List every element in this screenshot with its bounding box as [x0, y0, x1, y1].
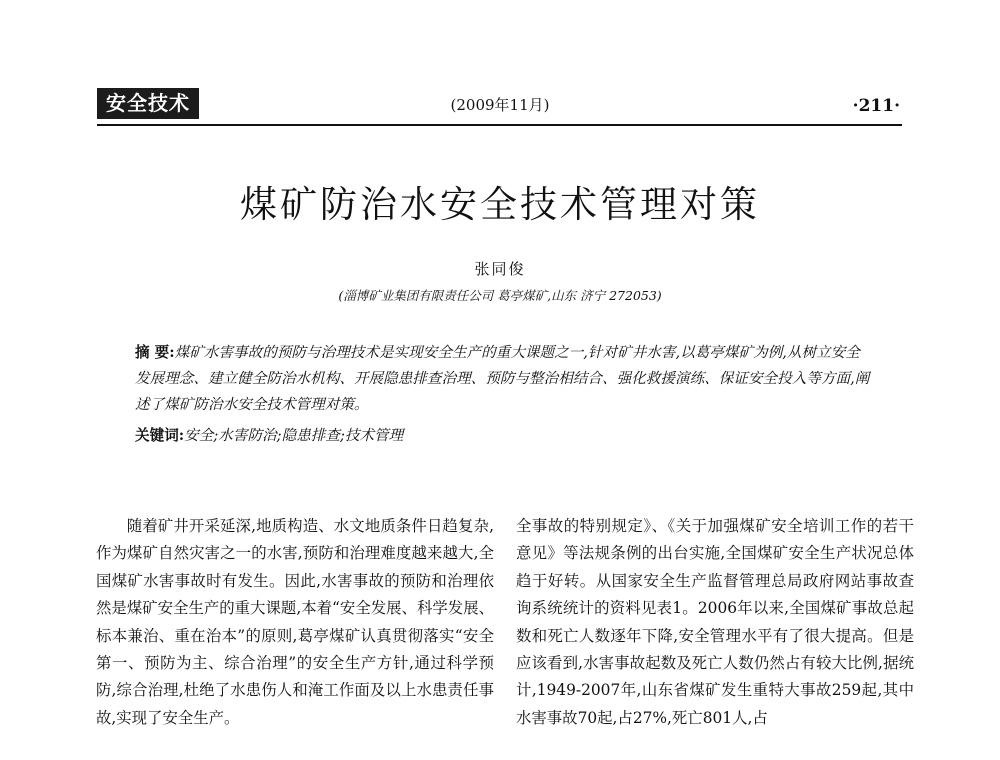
page-number: ·211·	[852, 96, 900, 116]
keywords-text: 安全;水害防治;隐患排查;技术管理	[184, 427, 404, 444]
keywords-label: 关键词:	[135, 427, 185, 444]
abstract-text: 煤矿水害事故的预防与治理技术是实现安全生产的重大课题之一,针对矿井水害,以葛亭煤矿为例,从树立安全发展理念、建立健全防治水机构、开展隐患排查治理、预防与整治相结合、强化救援演练、保证安全投入等方面,阐述了煤矿防治水安全技术管理对策。	[135, 344, 870, 413]
abstract	[135, 340, 873, 418]
issue-date: (2009年11月)	[450, 96, 550, 114]
section-tag: 安全技术	[97, 88, 199, 119]
abstract-label: 摘 要:	[135, 344, 175, 361]
keywords	[135, 426, 873, 446]
body-left-column: 随着矿井开采延深,地质构造、水文地质条件日趋复杂,作为煤矿自然灾害之一的水害,预防和治理难度越来越大,全国煤矿水害事故时有发生。因此,水害事故的预防和治理依然是煤矿安全生产的重大课题,本着“安全发展、科学发展、标本兼治、重在治本”的原则,葛亭煤矿认真贯彻落实“安全第一、预防为主、综合治理”的安全生产方针,通过科学预防,综合治理,杜绝了水患伤人和淹工作面及以上水患责任事故,实现了安全生产。	[96, 517, 494, 727]
article-title: 煤矿防治水安全技术管理对策	[240, 183, 760, 226]
author-affiliation: (淄博矿业集团有限责任公司 葛亭煤矿,山东 济宁 272053)	[338, 288, 662, 303]
body-right-column: 全事故的特别规定》、《关于加强煤矿安全培训工作的若干意见》等法规条例的出台实施,全国煤矿安全生产状况总体趋于好转。从国家安全生产监督管理总局政府网站事故查询系统统计的资料见表1。2006年以来,全国煤矿事故总起数和死亡人数逐年下降,安全管理水平有了很大提高。但是应该看到,水害事故起数及死亡人数仍然占有较大比例,据统计,1949-2007年,山东省煤矿发生重特大事故259起,其中水害事故70起,占27%,死亡801人,占	[516, 517, 914, 727]
header-divider	[97, 124, 902, 126]
author-name: 张同俊	[474, 260, 526, 278]
